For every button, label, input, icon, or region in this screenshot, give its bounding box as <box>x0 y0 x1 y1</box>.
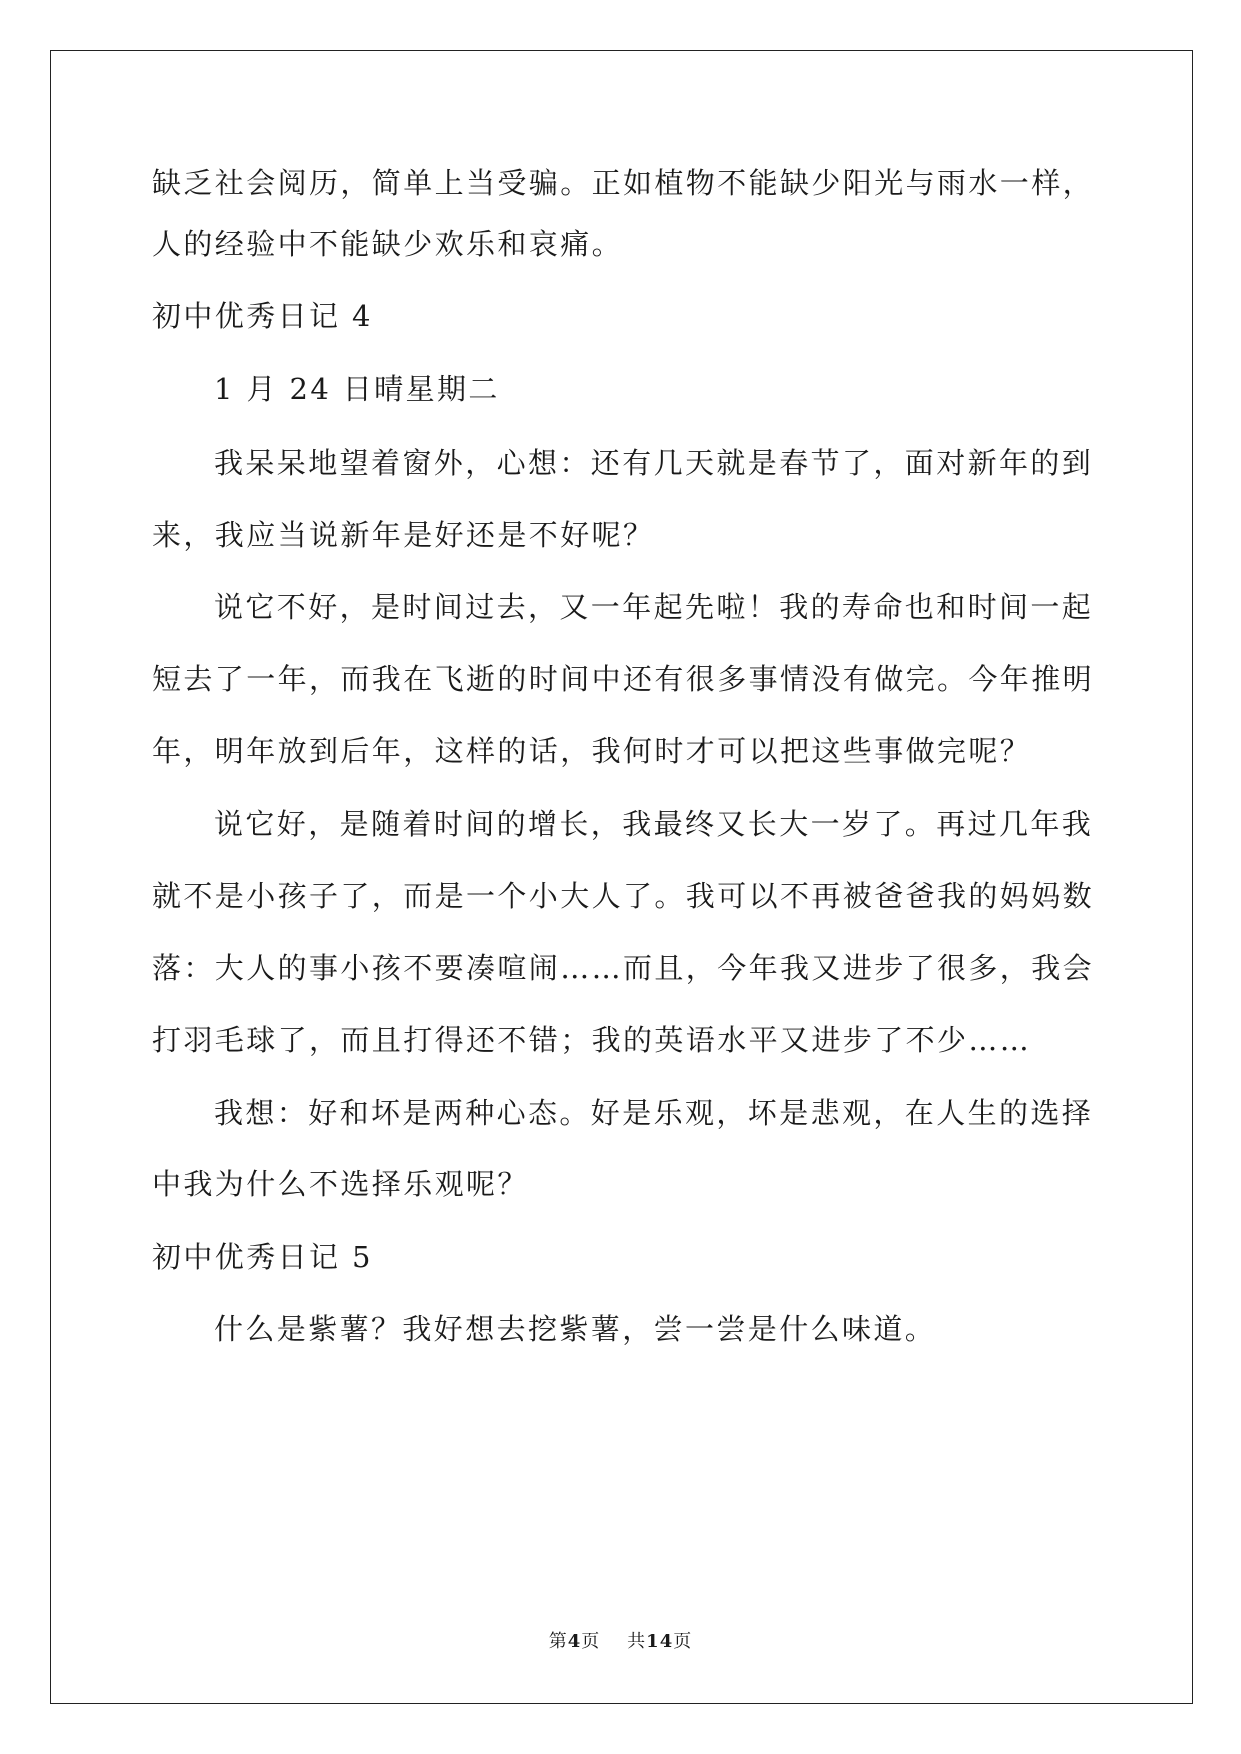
diary-date: 1 月 24 日晴星期二 <box>214 372 500 406</box>
page-suffix: 页 <box>581 1631 601 1652</box>
total-pages: 14 <box>646 1631 674 1652</box>
total-suffix: 页 <box>673 1631 693 1652</box>
body-line: 缺乏社会阅历，简单上当受骗。正如植物不能缺少阳光与雨水一样， <box>152 166 1095 200</box>
section-heading: 初中优秀日记 5 <box>152 1240 373 1274</box>
body-line: 就不是小孩子了，而是一个小大人了。我可以不再被爸爸我的妈妈数 <box>152 879 1095 913</box>
body-line: 中我为什么不选择乐观呢？ <box>152 1167 529 1201</box>
body-line: 我想：好和坏是两种心态。好是乐观，坏是悲观，在人生的选择 <box>214 1096 1094 1130</box>
body-line: 来，我应当说新年是好还是不好呢？ <box>152 518 655 552</box>
body-line: 我呆呆地望着窗外，心想：还有几天就是春节了，面对新年的到 <box>214 446 1094 480</box>
body-line: 说它不好，是时间过去，又一年起先啦！我的寿命也和时间一起 <box>214 590 1094 624</box>
body-line: 短去了一年，而我在飞逝的时间中还有很多事情没有做完。今年推明 <box>152 662 1095 696</box>
body-line: 人的经验中不能缺少欢乐和哀痛。 <box>152 227 624 261</box>
body-line: 打羽毛球了，而且打得还不错；我的英语水平又进步了不少…… <box>152 1023 1032 1057</box>
page-prefix: 第 <box>548 1631 568 1652</box>
page-footer <box>0 1632 1241 1652</box>
section-heading: 初中优秀日记 4 <box>152 299 373 333</box>
total-prefix: 共 <box>627 1631 647 1652</box>
page-number: 4 <box>567 1631 582 1652</box>
body-line: 说它好，是随着时间的增长，我最终又长大一岁了。再过几年我 <box>214 807 1094 841</box>
body-line: 年，明年放到后年，这样的话，我何时才可以把这些事做完呢？ <box>152 734 1032 768</box>
body-line: 落：大人的事小孩不要凑喧闹……而且，今年我又进步了很多，我会 <box>152 951 1095 985</box>
body-line: 什么是紫薯？我好想去挖紫薯，尝一尝是什么味道。 <box>214 1312 937 1346</box>
